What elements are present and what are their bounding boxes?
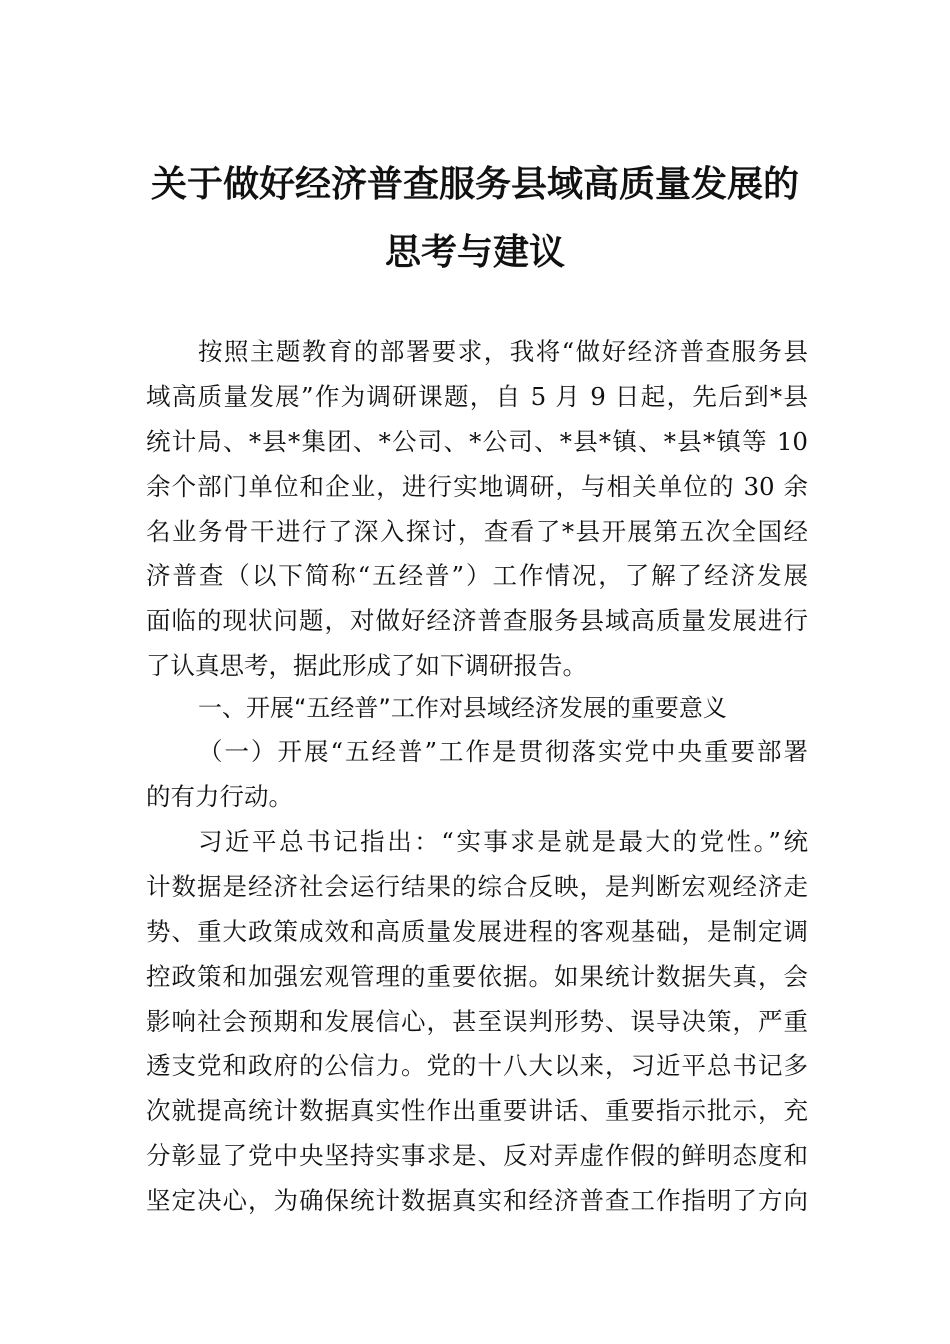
paragraph-body [146, 820, 808, 1224]
subsection-heading [146, 730, 808, 820]
paragraph-line: 势、重大政策成效和高质量发展进程的客观基础，是制定调 [146, 916, 808, 946]
paragraph-line: 影响社会预期和发展信心，甚至误判形势、误导决策，严重 [146, 1006, 808, 1036]
paragraph-line: 面临的现状问题，对做好经济普查服务县域高质量发展进行 [146, 606, 808, 636]
paragraph-line: 坚定决心，为确保统计数据真实和经济普查工作指明了方向 [146, 1186, 808, 1216]
paragraph-line: 按照主题教育的部署要求，我将“做好经济普查服务县 [198, 337, 808, 366]
subsection-heading-line: （一）开展“五经普”工作是贯彻落实党中央重要部署 [198, 737, 808, 766]
paragraph-line: 控政策和加强宏观管理的重要依据。如果统计数据失真，会 [146, 961, 808, 991]
paragraph-line: 了认真思考，据此形成了如下调研报告。 [146, 651, 587, 681]
paragraph-line: 分彰显了党中央坚持实事求是、反对弄虚作假的鲜明态度和 [146, 1141, 808, 1171]
paragraph-line: 名业务骨干进行了深入探讨，查看了*县开展第五次全国经 [146, 516, 808, 546]
paragraph-line: 余个部门单位和企业，进行实地调研，与相关单位的 30 余 [146, 471, 808, 501]
subsection-heading-line: 的有力行动。 [146, 781, 293, 811]
section-heading: 一、开展“五经普”工作对县域经济发展的重要意义 [198, 694, 727, 722]
paragraph-line: 计数据是经济社会运行结果的综合反映，是判断宏观经济走 [146, 871, 808, 901]
paragraph-line: 透支党和政府的公信力。党的十八大以来，习近平总书记多 [146, 1051, 808, 1081]
paragraph-line: 域高质量发展”作为调研课题，自 5 月 9 日起，先后到*县 [146, 381, 808, 411]
paragraph-line: 习近平总书记指出：“实事求是就是最大的党性。”统 [198, 827, 808, 856]
paragraph-line: 济普查（以下简称“五经普”）工作情况，了解了经济发展 [146, 561, 808, 591]
paragraph-line: 统计局、*县*集团、*公司、*公司、*县*镇、*县*镇等 10 [146, 426, 808, 456]
document-title-line-2: 思考与建议 [384, 231, 565, 273]
paragraph-intro [146, 330, 808, 689]
paragraph-line: 次就提高统计数据真实性作出重要讲话、重要指示批示，充 [146, 1096, 808, 1126]
document-title-line-1: 关于做好经济普查服务县域高质量发展的 [150, 163, 799, 205]
